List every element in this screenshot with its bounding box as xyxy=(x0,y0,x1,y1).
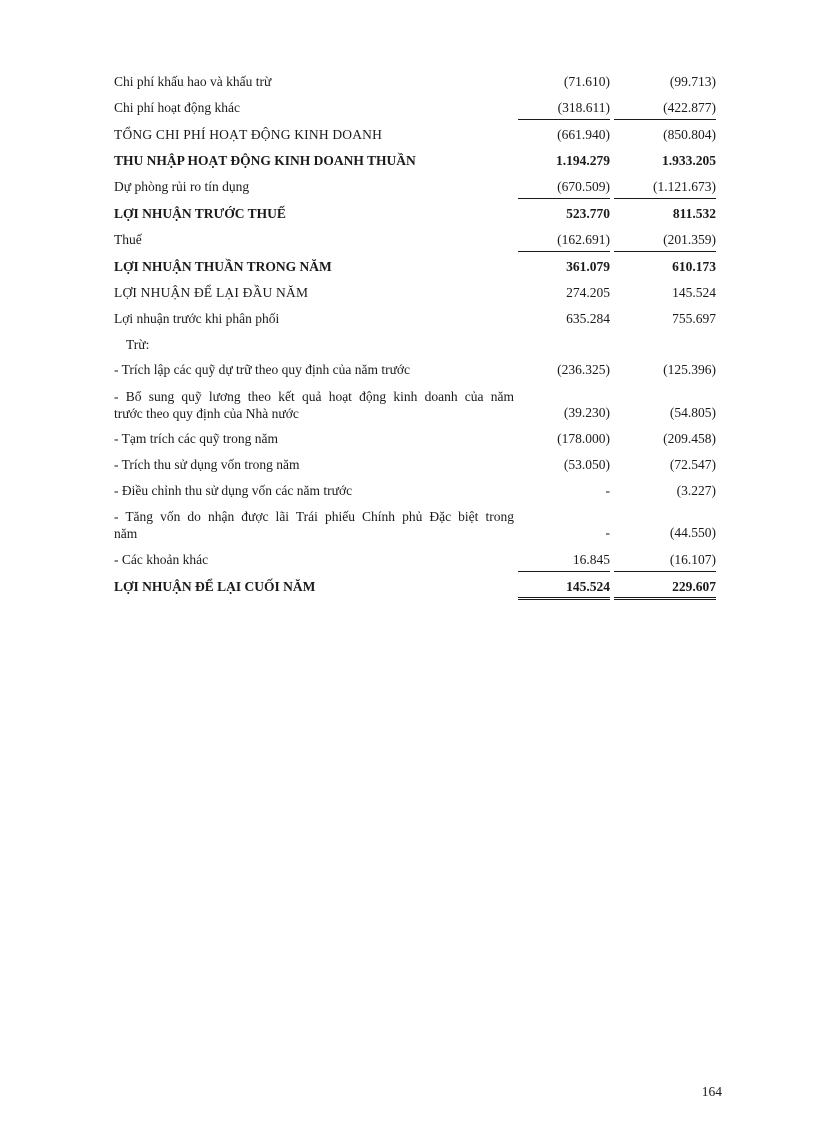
row-label: - Tạm trích các quỹ trong năm xyxy=(114,431,278,446)
value-col2: (125.396) xyxy=(663,362,716,377)
subtotal-rule-col1 xyxy=(518,571,610,572)
row-label-line1: - Tăng vốn do nhận được lãi Trái phiếu Chính phủ Đặc biệt trong xyxy=(114,509,514,524)
row-label-line2: năm xyxy=(114,526,138,541)
row-label: THU NHẬP HOẠT ĐỘNG KINH DOANH THUẦN xyxy=(114,153,416,168)
value-col2: (54.805) xyxy=(669,405,716,420)
value-col2: (1.121.673) xyxy=(653,179,716,194)
value-col2: (209.458) xyxy=(663,431,716,446)
value-col1: 361.079 xyxy=(566,259,610,274)
value-col1: 635.284 xyxy=(566,311,610,326)
table-row xyxy=(114,508,718,542)
value-col1: - xyxy=(605,483,610,498)
total-double-rule-col1 xyxy=(518,597,610,600)
row-label: LỢI NHUẬN TRƯỚC THUẾ xyxy=(114,206,286,221)
row-label: Trừ: xyxy=(126,337,150,352)
value-col2: (99.713) xyxy=(669,74,716,89)
value-col1: (71.610) xyxy=(563,74,610,89)
value-col1: (53.050) xyxy=(563,457,610,472)
value-col2: (72.547) xyxy=(669,457,716,472)
row-label xyxy=(114,508,514,542)
row-label: - Các khoản khác xyxy=(114,552,209,567)
row-label: LỢI NHUẬN ĐỂ LẠI CUỐI NĂM xyxy=(114,579,316,594)
value-col1: (661.940) xyxy=(557,127,610,142)
row-label: TỔNG CHI PHÍ HOẠT ĐỘNG KINH DOANH xyxy=(114,127,383,142)
subtotal-rule-col2 xyxy=(614,198,716,199)
row-label: - Trích lập các quỹ dự trữ theo quy định của năm trước xyxy=(114,362,411,377)
value-col2: 1.933.205 xyxy=(662,153,716,168)
row-label-line2: trước theo quy định của Nhà nước xyxy=(114,406,299,421)
row-label: - Trích thu sử dụng vốn trong năm xyxy=(114,457,300,472)
row-label-line1: - Bổ sung quỹ lương theo kết quả hoạt động kinh doanh của năm xyxy=(114,389,514,404)
value-col2: (3.227) xyxy=(676,483,716,498)
value-col2: (850.804) xyxy=(663,127,716,142)
value-col1: (178.000) xyxy=(557,431,610,446)
value-col2: 229.607 xyxy=(672,579,716,594)
row-label: LỢI NHUẬN ĐỂ LẠI ĐẦU NĂM xyxy=(114,285,309,300)
row-label: Chi phí hoạt động khác xyxy=(114,100,240,115)
value-col1: 16.845 xyxy=(572,552,610,567)
value-col1: (162.691) xyxy=(557,232,610,247)
value-col2: 145.524 xyxy=(672,285,716,300)
value-col1: (318.611) xyxy=(557,100,610,115)
subtotal-rule-col1 xyxy=(518,251,610,252)
value-col2: (201.359) xyxy=(663,232,716,247)
row-label: Thuế xyxy=(114,232,142,247)
value-col1: (670.509) xyxy=(557,179,610,194)
row-label: Chi phí khấu hao và khấu trừ xyxy=(114,74,272,89)
value-col2: (422.877) xyxy=(663,100,716,115)
value-col1: 523.770 xyxy=(566,206,610,221)
table-row xyxy=(114,388,718,422)
row-label xyxy=(114,388,514,422)
subtotal-rule-col2 xyxy=(614,571,716,572)
value-col1: (236.325) xyxy=(557,362,610,377)
row-label: LỢI NHUẬN THUẦN TRONG NĂM xyxy=(114,259,332,274)
value-col2: 610.173 xyxy=(672,259,716,274)
subtotal-rule-col2 xyxy=(614,251,716,252)
row-label: Dự phòng rủi ro tín dụng xyxy=(114,179,250,194)
subtotal-rule-col2 xyxy=(614,119,716,120)
value-col1: - xyxy=(605,525,610,540)
value-col2: (16.107) xyxy=(669,552,716,567)
subtotal-rule-col1 xyxy=(518,119,610,120)
value-col2: (44.550) xyxy=(669,525,716,540)
total-double-rule-col2 xyxy=(614,597,716,600)
value-col1: 145.524 xyxy=(566,579,610,594)
value-col2: 811.532 xyxy=(672,206,716,221)
row-label: - Điều chỉnh thu sử dụng vốn các năm trước xyxy=(114,483,353,498)
value-col1: (39.230) xyxy=(563,405,610,420)
value-col1: 274.205 xyxy=(566,285,610,300)
subtotal-rule-col1 xyxy=(518,198,610,199)
value-col2: 755.697 xyxy=(672,311,716,326)
page-number: 164 xyxy=(701,1084,722,1099)
value-col1: 1.194.279 xyxy=(556,153,610,168)
row-label: Lợi nhuận trước khi phân phối xyxy=(114,311,280,326)
